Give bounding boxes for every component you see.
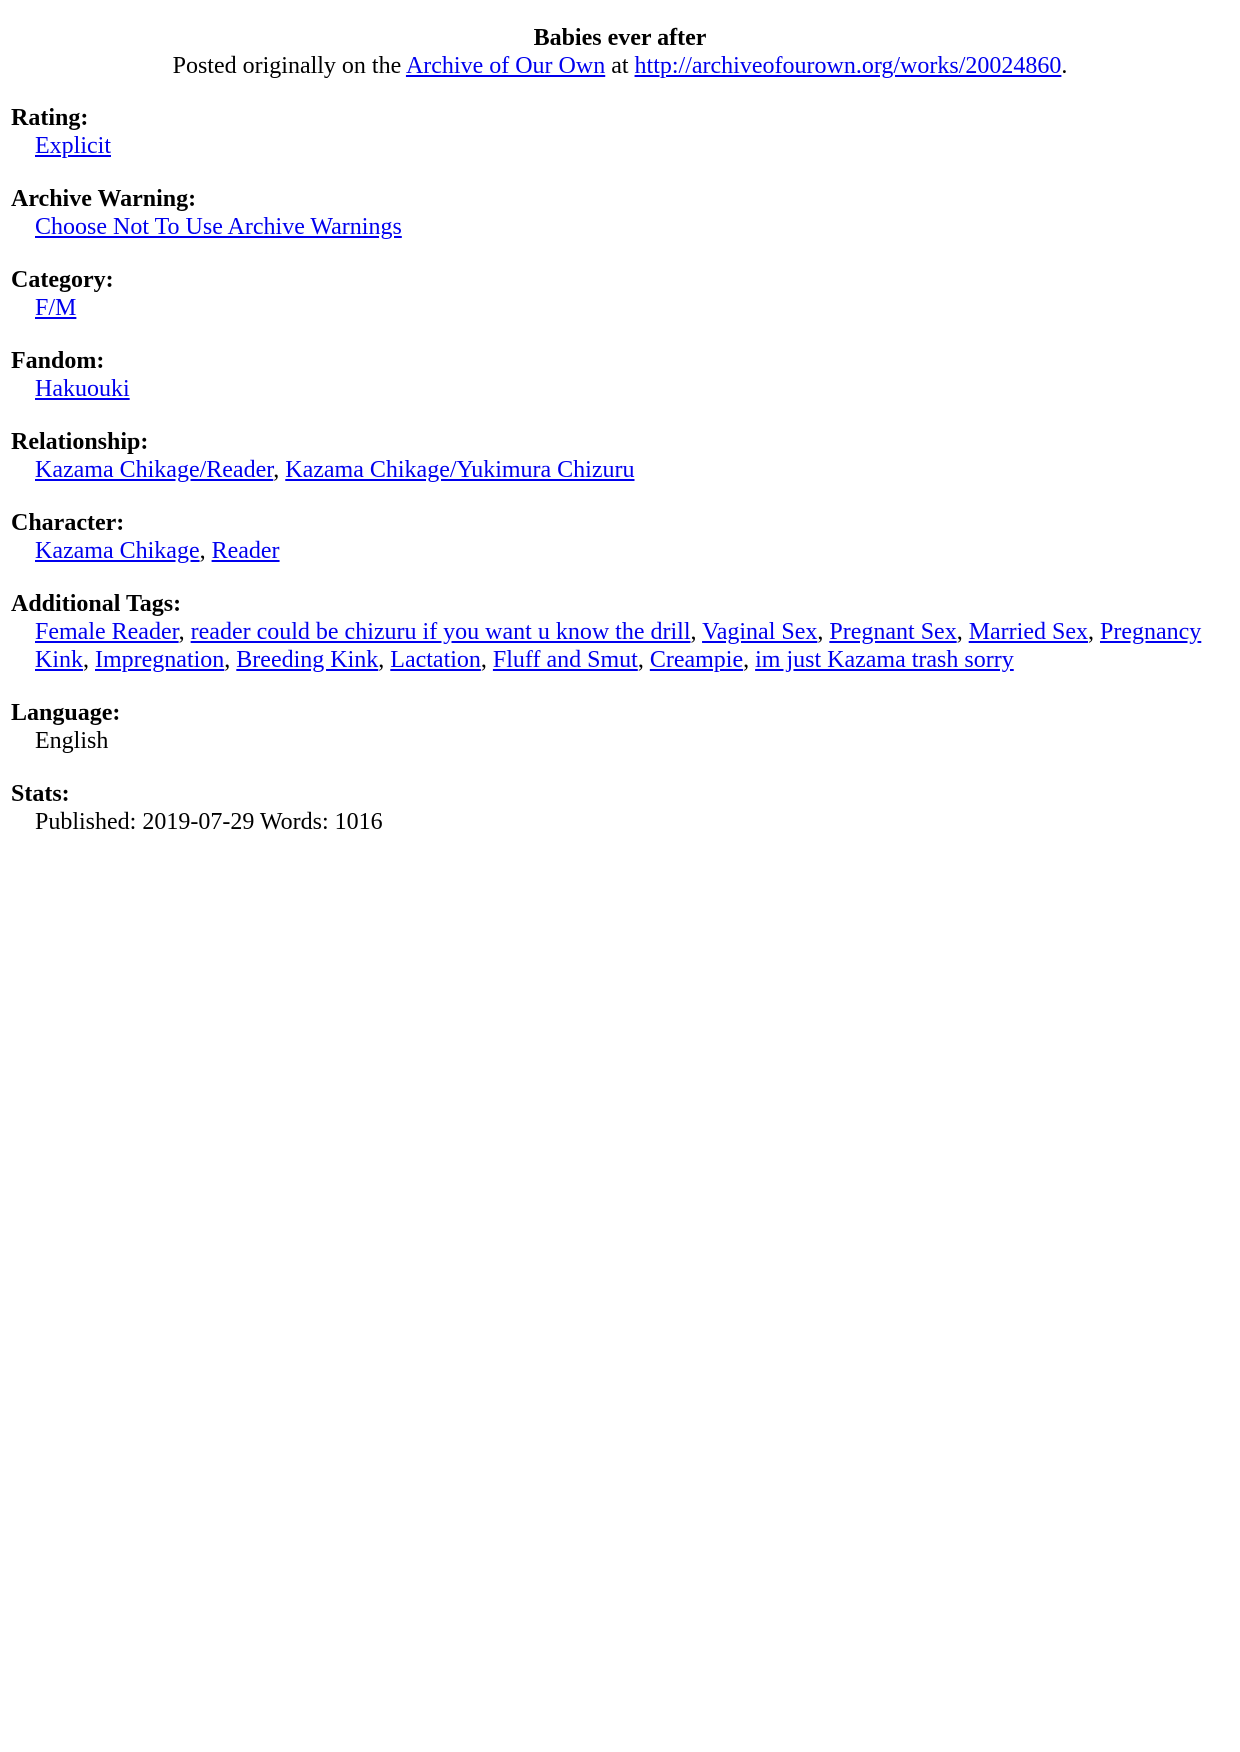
warning-link[interactable]: Choose Not To Use Archive Warnings — [35, 214, 402, 240]
posted-line — [0, 52, 1240, 80]
tag-link[interactable]: Impregnation — [95, 647, 225, 673]
list-separator: , — [378, 647, 391, 673]
warning-label: Archive Warning: — [11, 186, 197, 212]
list-separator: , — [637, 647, 650, 673]
list-separator: , — [956, 619, 969, 645]
stats-value: Published: 2019-07-29 Words: 1016 — [35, 809, 383, 835]
category-group — [11, 266, 1231, 322]
list-separator: , — [199, 538, 212, 564]
relationship-group — [11, 428, 1231, 484]
list-separator: , — [743, 647, 756, 673]
category-link[interactable]: F/M — [35, 295, 77, 321]
list-separator: , — [178, 619, 191, 645]
list-separator: , — [83, 647, 95, 673]
tag-link[interactable]: reader could be chizuru if you want u know the drill — [190, 619, 691, 645]
rating-label: Rating: — [11, 105, 89, 131]
list-separator: , — [817, 619, 830, 645]
rating-link[interactable]: Explicit — [35, 133, 111, 159]
character-values — [11, 537, 1231, 565]
fandom-values — [11, 375, 1231, 403]
list-separator: , — [480, 647, 493, 673]
language-value: English — [35, 728, 109, 754]
relationship-link[interactable]: Kazama Chikage/Yukimura Chizuru — [285, 457, 635, 483]
tags-group — [11, 590, 1231, 674]
list-separator: , — [273, 457, 286, 483]
character-link[interactable]: Kazama Chikage — [35, 538, 200, 564]
language-group — [11, 699, 1231, 755]
tags-label: Additional Tags: — [11, 591, 182, 617]
tag-link[interactable]: Female Reader — [35, 619, 179, 645]
tag-link[interactable]: Creampie — [649, 647, 744, 673]
rating-values — [11, 132, 1231, 160]
work-title: Babies ever after — [533, 25, 707, 51]
fandom-label: Fandom: — [11, 348, 105, 374]
character-group — [11, 509, 1231, 565]
list-separator: , — [1087, 619, 1100, 645]
warning-values — [11, 213, 1231, 241]
posted-mid: at — [605, 53, 635, 79]
work-metadata — [11, 104, 1231, 861]
warning-group — [11, 185, 1231, 241]
category-values — [11, 294, 1231, 322]
work-url-link[interactable]: http://archiveofourown.org/works/20024860 — [634, 53, 1062, 79]
rating-group — [11, 104, 1231, 160]
stats-group — [11, 780, 1231, 836]
list-separator: , — [224, 647, 237, 673]
posted-prefix: Posted originally on the — [172, 53, 406, 79]
category-label: Category: — [11, 267, 114, 293]
character-link[interactable]: Reader — [211, 538, 280, 564]
list-separator: , — [690, 619, 703, 645]
work-header — [0, 24, 1240, 80]
tag-link[interactable]: Pregnant Sex — [829, 619, 957, 645]
tag-link[interactable]: Breeding Kink — [236, 647, 379, 673]
posted-suffix: . — [1061, 53, 1068, 79]
relationship-label: Relationship: — [11, 429, 149, 455]
language-label: Language: — [11, 700, 121, 726]
stats-label: Stats: — [11, 781, 70, 807]
archive-link[interactable]: Archive of Our Own — [405, 53, 606, 79]
fandom-group — [11, 347, 1231, 403]
tags-values — [11, 618, 1231, 674]
fandom-link[interactable]: Hakuouki — [35, 376, 130, 402]
relationship-values — [11, 456, 1231, 484]
character-label: Character: — [11, 510, 125, 536]
tag-link[interactable]: Married Sex — [968, 619, 1088, 645]
tag-link[interactable]: Lactation — [390, 647, 481, 673]
tag-link[interactable]: Pregnancy Kink — [35, 619, 1202, 673]
relationship-link[interactable]: Kazama Chikage/Reader — [35, 457, 274, 483]
tag-link[interactable]: Fluff and Smut — [492, 647, 638, 673]
tag-link[interactable]: im just Kazama trash sorry — [755, 647, 1014, 673]
tag-link[interactable]: Vaginal Sex — [702, 619, 818, 645]
